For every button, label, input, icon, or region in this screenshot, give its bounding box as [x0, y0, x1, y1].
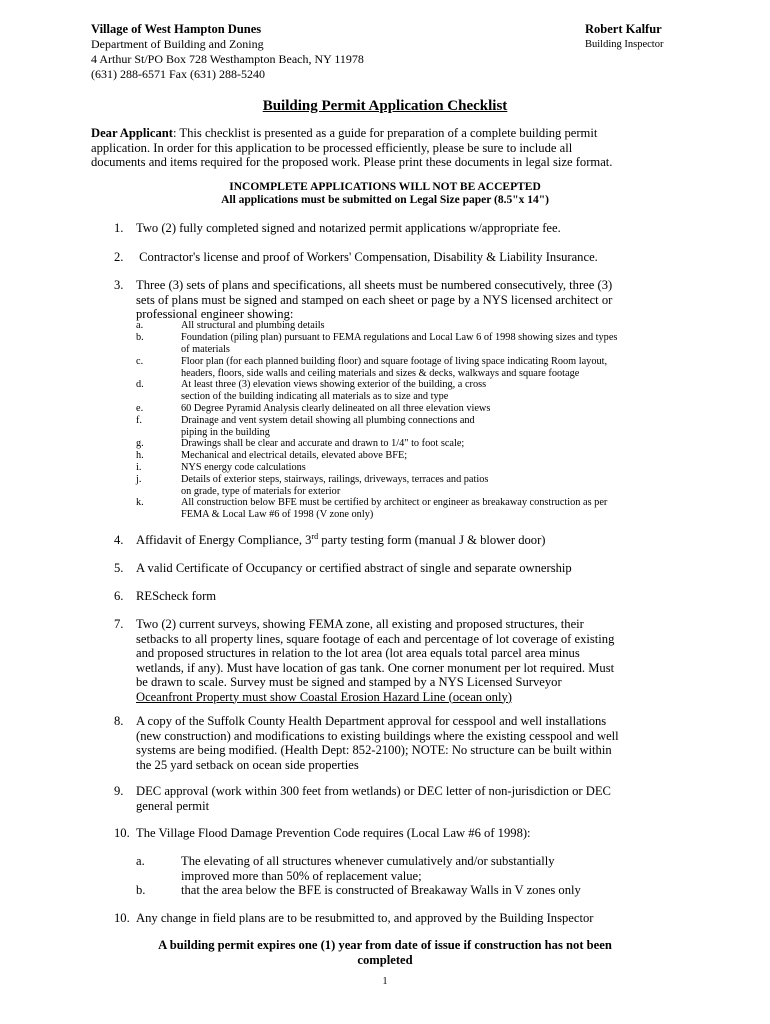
subitem-line: 60 Degree Pyramid Analysis clearly delineated on all three elevation views [181, 403, 491, 414]
checklist-item-6 [114, 589, 724, 604]
subitem-h [136, 450, 706, 462]
subitem-line: Foundation (piling plan) pursuant to FEMA regulations and Local Law 6 of 1998 showing sizes and types [181, 332, 618, 343]
checklist-item-1 [114, 221, 724, 236]
subitem-line: Drawings shall be clear and accurate and drawn to 1/4" to foot scale; [181, 438, 465, 449]
item-line: Any change in field plans are to be resubmitted to, and approved by the Building Inspector [136, 911, 594, 925]
closing-line-2: completed [357, 952, 413, 967]
intro-paragraph [91, 126, 721, 170]
item-number: 5. [114, 561, 124, 575]
item-number: 10. [114, 911, 130, 925]
checklist-item-3 [114, 278, 724, 322]
closing-line-1: A building permit expires one (1) year from date of issue if construction has not been [158, 938, 612, 952]
subitem-line: Floor plan (for each planned building floor) and square footage of living space indicating Room layout, [181, 356, 608, 367]
warning-line-1: INCOMPLETE APPLICATIONS WILL NOT BE ACCEPTED [229, 181, 541, 193]
subitem-letter: c. [136, 356, 144, 367]
item-line: setbacks to all property lines, square footage of each and percentage of lot coverage of existing [136, 631, 615, 646]
item-line: (new construction) and modifications to existing buildings where the existing cesspool and well [136, 728, 619, 743]
subitem-letter: a. [136, 320, 144, 331]
subitem-line: on grade, type of materials for exterior [181, 485, 341, 497]
subitem-letter: k. [136, 497, 144, 508]
header-left [91, 22, 364, 82]
subitem-line: headers, floors, side walls and ceiling materials and sizes & decks, walkways and square footage [181, 367, 580, 379]
item-number: 9. [114, 784, 124, 798]
subitem-line: Mechanical and electrical details, elevated above BFE; [181, 450, 408, 461]
superscript: rd [311, 531, 319, 541]
checklist-item-7 [114, 617, 724, 704]
subitem-f [136, 415, 706, 438]
checklist-item-9 [114, 784, 724, 813]
subitem-letter: b. [136, 883, 146, 897]
subitem-line: FEMA & Local Law #6 of 1998 (V zone only) [181, 508, 374, 520]
warning-line-2: All applications must be submitted on Legal Size paper (8.5"x 14") [221, 194, 549, 206]
checklist-item-4 [114, 533, 724, 548]
subitem-line: of materials [181, 343, 230, 355]
subitem-line: The elevating of all structures whenever cumulatively and/or substantially [181, 854, 555, 868]
subitem-letter: h. [136, 450, 144, 461]
checklist-item-5 [114, 561, 724, 576]
item-line: DEC approval (work within 300 feet from wetlands) or DEC letter of non-jurisdiction or DEC [136, 784, 611, 798]
subitem-k [136, 497, 706, 520]
item-number: 1. [114, 221, 124, 235]
subitem-line: section of the building indicating all materials as to size and type [181, 390, 449, 402]
subitem-c [136, 356, 706, 379]
subitem-d [136, 379, 706, 402]
department: Department of Building and Zoning [91, 37, 264, 51]
subitem-line: All structural and plumbing details [181, 320, 325, 331]
subitem-line: piping in the building [181, 426, 270, 438]
subitem-letter: b. [136, 332, 144, 343]
item-number: 2. [114, 250, 124, 264]
item-line: be drawn to scale. Survey must be signed and stamped by a NYS Licensed Surveyor [136, 675, 562, 689]
subitem-line: At least three (3) elevation views showing exterior of the building, a cross [181, 379, 487, 390]
subitem-letter: g. [136, 438, 144, 449]
subitem-line: Details of exterior steps, stairways, railings, driveways, terraces and patios [181, 474, 489, 485]
item-line: Affidavit of Energy Compliance, 3 [136, 533, 312, 547]
item-number: 3. [114, 278, 124, 292]
subitem-line: improved more than 50% of replacement value; [181, 868, 422, 883]
item-line: A valid Certificate of Occupancy or certified abstract of single and separate ownership [136, 561, 572, 575]
item-line: Contractor's license and proof of Workers' Compensation, Disability & Liability Insurance. [136, 250, 598, 264]
intro-line-3: documents and items required for the proposed work. Please print these documents in legal size format. [91, 155, 613, 169]
subitem-letter: d. [136, 379, 144, 390]
subitem-letter: f. [136, 415, 143, 426]
intro-line-1: : This checklist is presented as a guide for preparation of a complete building permit [172, 126, 598, 140]
item-line: professional engineer showing: [136, 307, 294, 321]
checklist-item-8 [114, 714, 724, 772]
item-number: 8. [114, 714, 124, 728]
phone-fax: (631) 288-6571 Fax (631) 288-5240 [91, 67, 265, 81]
checklist-item-11 [114, 911, 724, 926]
subitem-letter: a. [136, 854, 145, 868]
item-line: Two (2) fully completed signed and notarized permit applications w/appropriate fee. [136, 221, 561, 235]
underlined-line: Oceanfront Property must show Coastal Erosion Hazard Line (ocean only) [136, 689, 512, 704]
subitem-letter: i. [136, 462, 142, 473]
item-line: systems are being modified. (Health Dept: 852-2100); NOTE: No structure can be built within [136, 743, 612, 757]
subitem-line: that the area below the BFE is constructed of Breakaway Walls in V zones only [181, 883, 581, 897]
subitem-letter: j. [136, 474, 142, 485]
item-line: the 25 yard setback on ocean side properties [136, 757, 359, 772]
item-number: 6. [114, 589, 124, 603]
page-number: 1 [382, 976, 388, 987]
subitem-line: All construction below BFE must be certified by architect or engineer as breakaway construction as per [181, 497, 608, 508]
subitem-b [136, 332, 706, 355]
subitem-letter: e. [136, 403, 144, 414]
inspector-role: Building Inspector [585, 39, 664, 50]
header-right [585, 22, 663, 52]
item-number: 4. [114, 533, 124, 547]
closing-note [0, 938, 770, 967]
subitem-e [136, 403, 706, 415]
subitem-line: Drainage and vent system detail showing all plumbing connections and [181, 415, 475, 426]
subitem-line: NYS energy code calculations [181, 462, 306, 473]
item-line: general permit [136, 798, 210, 813]
address: 4 Arthur St/PO Box 728 Westhampton Beach, NY 11978 [91, 52, 364, 66]
item-line: party testing form (manual J & blower door) [318, 533, 546, 547]
inspector-name: Robert Kalfur [585, 22, 662, 36]
item-line: The Village Flood Damage Prevention Code requires (Local Law #6 of 1998): [136, 826, 531, 840]
salutation: Dear Applicant [91, 126, 173, 140]
item-line: sets of plans must be signed and stamped on each sheet or page by a NYS licensed architect or [136, 292, 613, 307]
item-number: 7. [114, 617, 124, 631]
item-line: A copy of the Suffolk County Health Department approval for cesspool and well installations [136, 714, 607, 728]
item-line: Three (3) sets of plans and specifications, all sheets must be numbered consecutively, three (3) [136, 278, 613, 292]
village-name: Village of West Hampton Dunes [91, 22, 262, 36]
subitem-10a [136, 854, 726, 883]
subitem-j [136, 474, 706, 497]
item-line: and proposed structures in relation to the lot area (lot area equals total parcel area minus [136, 646, 580, 660]
checklist-item-2 [114, 250, 724, 265]
intro-line-2: application. In order for this application to be processed efficiently, please be sure to include all [91, 140, 573, 155]
item-line: REScheck form [136, 589, 217, 603]
item-number: 10. [114, 826, 130, 840]
checklist-item-10 [114, 826, 724, 841]
item-line: wetlands, if any). Must have location of gas tank. One corner monument per lot required. Must [136, 660, 615, 675]
subitem-i [136, 462, 706, 474]
subitem-g [136, 438, 706, 450]
warning-block [0, 181, 770, 207]
subitem-a [136, 320, 706, 332]
page-title: Building Permit Application Checklist [262, 98, 508, 114]
item-line: Two (2) current surveys, showing FEMA zone, all existing and proposed structures, their [136, 617, 584, 631]
subitem-10b [136, 883, 726, 898]
